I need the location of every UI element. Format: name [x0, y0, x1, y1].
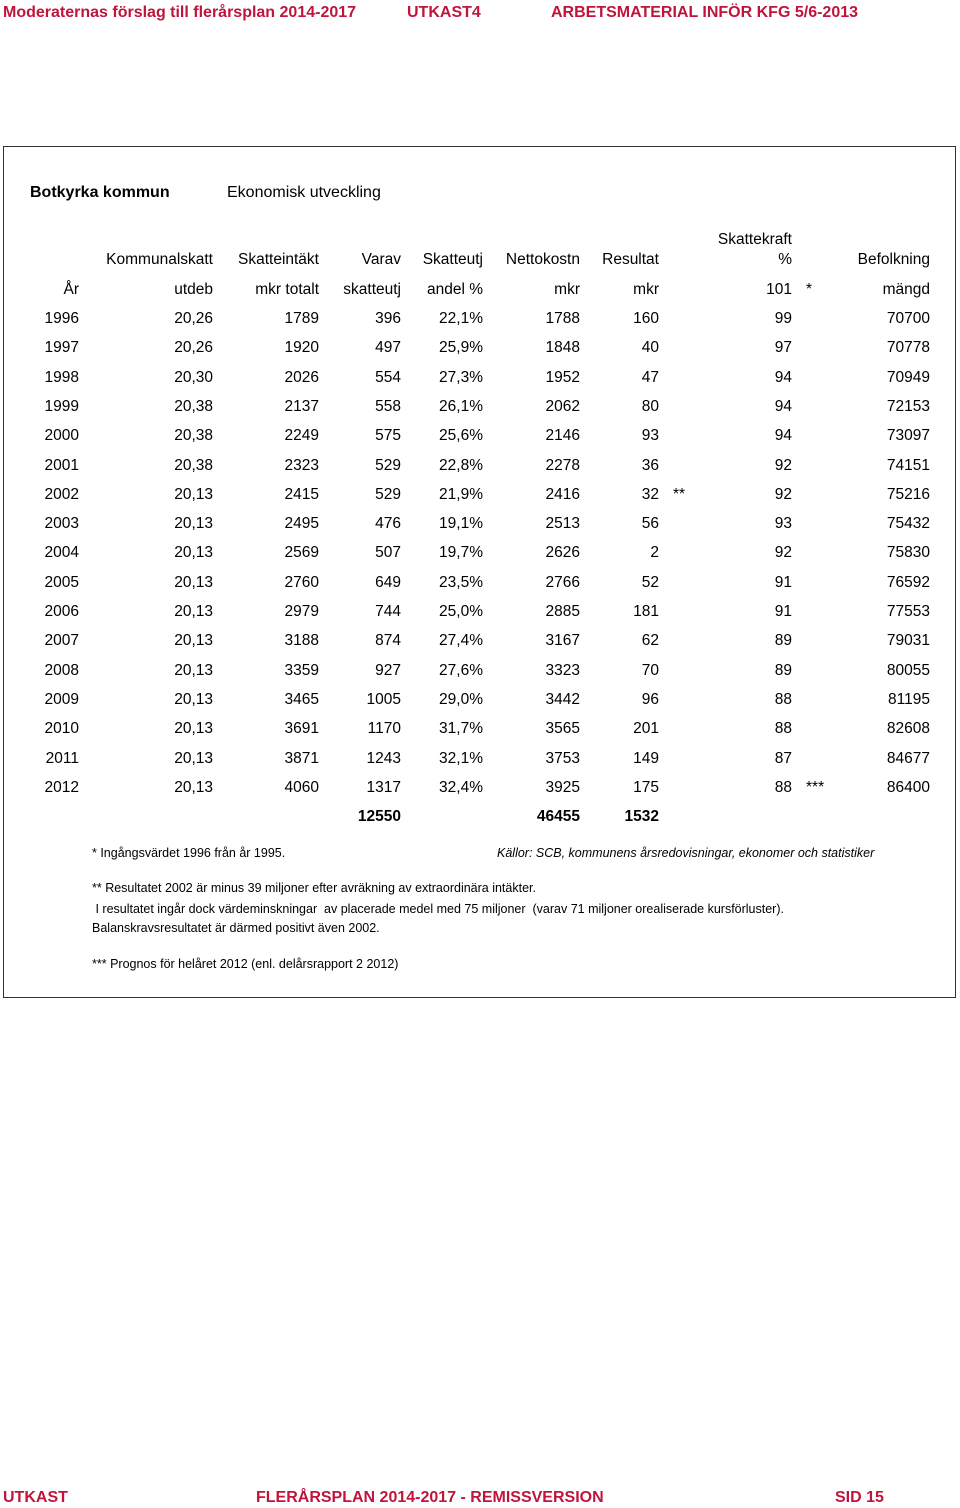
cell-resultat: 149 [633, 749, 659, 767]
cell-ar: 2005 [44, 573, 79, 591]
cell-netto: 2626 [545, 544, 580, 562]
col-skattekraft-footnote-mark: * [806, 281, 813, 298]
cell-skattekraft: 91 [774, 573, 792, 591]
cell-utdeb: 20,26 [174, 339, 213, 357]
cell-varav: 927 [375, 661, 401, 679]
totals-row [0, 808, 960, 828]
cell-befolkning: 82608 [886, 720, 930, 738]
cell-skatteintakt: 3871 [284, 749, 319, 767]
cell-utdeb: 20,38 [174, 427, 213, 445]
cell-ar: 2006 [44, 603, 79, 620]
cell-netto: 3442 [545, 690, 580, 708]
cell-befolkning: 70949 [886, 368, 930, 386]
col-ar-header: År [63, 281, 79, 298]
cell-resultat: 2 [650, 544, 659, 562]
cell-skattekraft: 91 [774, 603, 792, 620]
cell-utdeb: 20,13 [174, 720, 213, 738]
cell-netto: 2062 [545, 397, 580, 415]
cell-varav: 649 [375, 573, 401, 591]
cell-ar: 2007 [44, 632, 79, 650]
cell-skattekraft: 88 [774, 778, 792, 796]
cell-utdeb: 20,13 [174, 573, 213, 591]
cell-andel: 23,5% [439, 573, 483, 591]
cell-skattekraft: 94 [774, 427, 792, 445]
cell-resultat: 62 [641, 632, 659, 650]
cell-andel: 26,1% [439, 397, 483, 415]
cell-netto: 1952 [545, 368, 580, 386]
cell-andel: 32,1% [439, 749, 483, 767]
cell-utdeb: 20,30 [174, 368, 213, 386]
col-mangd-header: mängd [882, 281, 930, 298]
note-sources: Källor: SCB, kommunens årsredovisningar, ekonomer och statistiker [497, 846, 875, 860]
cell-utdeb: 20,13 [174, 690, 213, 708]
cell-skatteintakt: 2137 [284, 397, 319, 415]
cell-utdeb: 20,13 [174, 778, 213, 796]
cell-andel: 27,3% [439, 368, 483, 386]
cell-resultat: 56 [641, 515, 659, 533]
cell-ar: 2003 [44, 515, 79, 533]
cell-befolkning: 74151 [886, 456, 930, 474]
cell-skatteintakt: 3188 [284, 632, 319, 650]
cell-netto: 3323 [545, 661, 580, 679]
cell-skattekraft: 99 [774, 310, 792, 327]
cell-utdeb: 20,13 [174, 485, 213, 503]
cell-skattekraft: 97 [774, 339, 792, 357]
col-varav-header: Varav [361, 251, 401, 268]
cell-varav: 396 [375, 310, 401, 327]
header-row-2 [0, 281, 960, 301]
cell-skatteintakt: 1789 [284, 310, 319, 327]
cell-varav: 1317 [366, 778, 401, 796]
col-nettokostn-header: Nettokostn [505, 251, 580, 268]
cell-skatteintakt: 2979 [284, 603, 319, 620]
cell-skatteintakt: 2026 [284, 368, 319, 386]
table-row [0, 632, 960, 652]
note-prognos: *** Prognos för helåret 2012 (enl. delårsrapport 2 2012) [92, 957, 399, 971]
cell-resultat: 181 [633, 603, 659, 620]
col-skatteintakt-header: Skatteintäkt [238, 251, 319, 268]
cell-ar: 1997 [44, 339, 79, 357]
cell-skattekraft: 92 [774, 485, 792, 503]
cell-befolkning: 72153 [886, 397, 930, 415]
cell-befolkning: 75432 [886, 515, 930, 533]
cell-varav: 529 [375, 456, 401, 474]
table-row [0, 662, 960, 682]
cell-varav: 507 [375, 544, 401, 562]
cell-utdeb: 20,26 [174, 310, 213, 327]
table-row [0, 339, 960, 359]
cell-ar: 2011 [45, 749, 79, 767]
cell-utdeb: 20,13 [174, 661, 213, 679]
total-resultat: 1532 [624, 808, 659, 825]
cell-resultat: 40 [641, 339, 659, 357]
cell-varav: 554 [375, 368, 401, 386]
cell-skattekraft: 89 [774, 632, 792, 650]
cell-skattekraft: 88 [774, 720, 792, 738]
total-netto: 46455 [536, 808, 580, 825]
cell-ar: 2012 [44, 778, 79, 796]
table-row [0, 398, 960, 418]
table-row [0, 486, 960, 506]
cell-skattekraft: 89 [774, 661, 792, 679]
col-netto-mkr-header: mkr [554, 281, 580, 298]
cell-varav: 529 [375, 485, 401, 503]
table-row [0, 544, 960, 564]
table-row [0, 457, 960, 477]
note-resultat-2002: ** Resultatet 2002 är minus 39 miljoner efter avräkning av extraordinära intäkter. [92, 881, 536, 895]
note-balanskrav: Balanskravsresultatet är därmed positivt även 2002. [92, 921, 380, 935]
cell-skattekraft-mark: *** [806, 778, 825, 796]
table-row [0, 369, 960, 389]
col-resultat-mkr-header: mkr [633, 281, 659, 298]
cell-befolkning: 75216 [886, 485, 930, 503]
cell-ar: 1998 [44, 368, 79, 386]
cell-resultat: 160 [633, 310, 659, 327]
col-andel-header: andel % [426, 281, 483, 298]
cell-utdeb: 20,13 [174, 544, 213, 562]
table-row [0, 691, 960, 711]
cell-andel: 27,4% [439, 632, 483, 650]
cell-resultat: 201 [633, 720, 659, 738]
table-row [0, 427, 960, 447]
footer-page-number: SID 15 [835, 1489, 884, 1506]
cell-varav: 476 [375, 515, 401, 533]
header-row-0 [0, 231, 960, 251]
cell-ar: 2001 [44, 456, 79, 474]
table-row [0, 750, 960, 770]
col-skattekraft-header: Skattekraft [717, 231, 792, 248]
col-kommunalskatt-header: Kommunalskatt [106, 251, 213, 268]
col-resultat-header: Resultat [602, 251, 659, 268]
cell-andel: 32,4% [439, 778, 483, 796]
cell-netto: 2416 [545, 485, 580, 503]
cell-befolkning: 73097 [886, 427, 930, 445]
cell-andel: 25,6% [439, 427, 483, 445]
content-frame [3, 146, 956, 998]
cell-befolkning: 79031 [886, 632, 930, 650]
cell-befolkning: 75830 [886, 544, 930, 562]
cell-varav: 1005 [366, 690, 401, 708]
cell-netto: 2513 [545, 515, 580, 533]
cell-skatteintakt: 3465 [284, 690, 319, 708]
table-row [0, 720, 960, 740]
table-row [0, 515, 960, 535]
cell-utdeb: 20,38 [174, 456, 213, 474]
cell-ar: 2009 [44, 690, 79, 708]
cell-andel: 22,8% [439, 456, 483, 474]
col-skatteutj-sub-header: skatteutj [343, 281, 401, 298]
page-subtitle: Ekonomisk utveckling [227, 184, 381, 201]
cell-andel: 19,7% [439, 544, 483, 562]
cell-varav: 744 [375, 603, 401, 620]
cell-skatteintakt: 2495 [284, 515, 319, 533]
cell-utdeb: 20,13 [174, 749, 213, 767]
cell-andel: 25,9% [439, 339, 483, 357]
cell-skatteintakt: 1920 [284, 339, 319, 357]
table-row [0, 310, 960, 330]
cell-resultat: 93 [641, 427, 659, 445]
cell-resultat: 80 [641, 397, 659, 415]
cell-netto: 2278 [545, 456, 580, 474]
cell-utdeb: 20,13 [174, 632, 213, 650]
note-resultat-detail: I resultatet ingår dock värdeminskningar av placerade medel med 75 miljoner (varav 71 miljoner orealiserade kursförluster). [92, 902, 784, 916]
cell-utdeb: 20,13 [174, 603, 213, 620]
cell-varav: 1243 [366, 749, 401, 767]
kommun-title: Botkyrka kommun [30, 184, 170, 201]
cell-utdeb: 20,13 [174, 515, 213, 533]
cell-varav: 874 [375, 632, 401, 650]
cell-andel: 31,7% [439, 720, 483, 738]
cell-skattekraft: 94 [774, 397, 792, 415]
table-row [0, 779, 960, 799]
cell-skattekraft: 92 [774, 544, 792, 562]
cell-resultat: 96 [641, 690, 659, 708]
cell-skattekraft: 93 [774, 515, 792, 533]
cell-andel: 19,1% [439, 515, 483, 533]
cell-andel: 22,1% [439, 310, 483, 327]
cell-andel: 29,0% [439, 690, 483, 708]
cell-resultat: 32 [641, 485, 659, 503]
header-work-material: ARBETSMATERIAL INFÖR KFG 5/6-2013 [551, 4, 859, 21]
cell-skatteintakt: 2415 [284, 485, 319, 503]
cell-resultat: 175 [633, 778, 659, 796]
cell-skattekraft: 88 [774, 690, 792, 708]
footer-draft: UTKAST [3, 1489, 68, 1506]
cell-varav: 558 [375, 397, 401, 415]
footer-title: FLERÅRSPLAN 2014-2017 - REMISSVERSION [256, 1489, 604, 1506]
cell-ar: 1996 [44, 310, 79, 327]
cell-andel: 21,9% [439, 485, 483, 503]
table-row [0, 574, 960, 594]
col-mkr-totalt-header: mkr totalt [255, 281, 319, 298]
cell-befolkning: 86400 [886, 778, 930, 796]
cell-resultat: 52 [641, 573, 659, 591]
cell-resultat: 36 [641, 456, 659, 474]
cell-skatteintakt: 4060 [284, 778, 319, 796]
header-draft-label: UTKAST4 [407, 4, 481, 21]
cell-ar: 2002 [44, 485, 79, 503]
cell-skatteintakt: 2249 [284, 427, 319, 445]
table-row [0, 603, 960, 623]
cell-skatteintakt: 2323 [284, 456, 319, 474]
cell-resultat: 47 [641, 368, 659, 386]
cell-ar: 2004 [44, 544, 79, 562]
cell-netto: 3565 [545, 720, 580, 738]
col-skatteutj-header: Skatteutj [422, 251, 483, 268]
cell-varav: 575 [375, 427, 401, 445]
cell-netto: 1848 [545, 339, 580, 357]
cell-netto: 2766 [545, 573, 580, 591]
cell-utdeb: 20,38 [174, 397, 213, 415]
cell-skattekraft: 94 [774, 368, 792, 386]
cell-ar: 1999 [44, 397, 79, 415]
note-ingangsvarde: * Ingångsvärdet 1996 från år 1995. [92, 846, 286, 860]
header-title: Moderaternas förslag till flerårsplan 2014-2017 [3, 4, 357, 21]
col-skattekraft-base: 101 [766, 281, 792, 298]
cell-ar: 2008 [44, 661, 79, 679]
cell-ar: 2010 [44, 720, 79, 738]
cell-andel: 27,6% [439, 661, 483, 679]
cell-ar: 2000 [44, 427, 79, 445]
cell-skattekraft: 92 [774, 456, 792, 474]
cell-andel: 25,0% [439, 603, 483, 620]
cell-netto: 2885 [545, 603, 580, 620]
cell-befolkning: 84677 [886, 749, 930, 767]
cell-varav: 1170 [367, 720, 401, 738]
cell-skattekraft: 87 [774, 749, 792, 767]
cell-resultat: 70 [641, 661, 659, 679]
cell-skatteintakt: 2569 [284, 544, 319, 562]
cell-befolkning: 70778 [886, 339, 930, 357]
cell-varav: 497 [375, 339, 401, 357]
cell-befolkning: 81195 [888, 690, 930, 708]
col-utdeb-header: utdeb [174, 281, 213, 298]
cell-netto: 3925 [545, 778, 580, 796]
cell-befolkning: 80055 [886, 661, 930, 679]
col-skattekraft-unit: % [778, 251, 792, 268]
cell-netto: 3753 [545, 749, 580, 767]
col-befolkning-header: Befolkning [857, 251, 930, 268]
cell-netto: 1788 [545, 310, 580, 327]
header-row-1 [0, 251, 960, 271]
cell-befolkning: 77553 [886, 603, 930, 620]
total-varav: 12550 [357, 808, 401, 825]
cell-netto: 3167 [545, 632, 580, 650]
cell-befolkning: 76592 [886, 573, 930, 591]
cell-skatteintakt: 3691 [284, 720, 319, 738]
cell-skatteintakt: 3359 [284, 661, 319, 679]
cell-befolkning: 70700 [886, 310, 930, 327]
cell-skatteintakt: 2760 [284, 573, 319, 591]
cell-netto: 2146 [545, 427, 580, 445]
cell-resultat-mark: ** [673, 485, 686, 503]
